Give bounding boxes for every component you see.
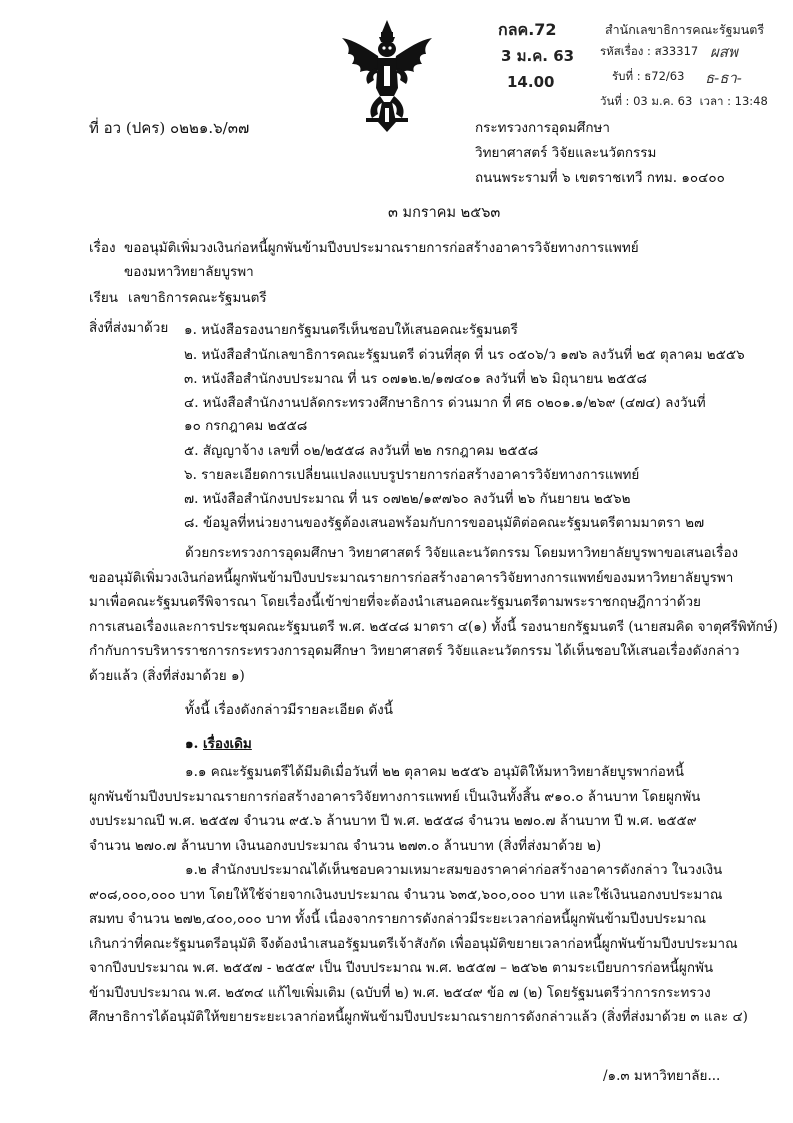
section-1-title: เรื่องเดิม [202,736,252,752]
subject-line-2: ของมหาวิทยาลัยบูรพา [124,264,254,280]
enclosure-item: ๒. หนังสือสำนักเลขาธิการคณะรัฐมนตรี ด่วนที่สุด ที่ นร ๐๕๐๖/ว ๑๗๖ ลงวันที่ ๒๕ ตุลาคม ๒๕๕๖ [184,347,745,363]
paragraph-1-2 [89,858,748,1030]
intro-line: การเสนอเรื่องและการประชุมคณะรัฐมนตรี พ.ศ. ๒๕๔๘ มาตรา ๔(๑) ทั้งนี้ รองนายกรัฐมนตรี (นายสมคิด จาตุศรีพิทักษ์) [89,618,778,635]
paragraph-1-2-line: สมทบ จำนวน ๒๗๒,๔๐๐,๐๐๐ บาท ทั้งนี้ เนื่องจากรายการดังกล่าวมีระยะเวลาก่อหนี้ผูกพันข้ามปีงบประมาณ [89,911,706,927]
paragraph-1-2-line: ข้ามปีงบประมาณ พ.ศ. ๒๕๓๔ แก้ไขเพิ่มเติม (ฉบับที่ ๒) พ.ศ. ๒๕๔๙ ข้อ ๗ (๒) โดยรัฐมนตรีว่าการกระทรวง [89,984,711,1001]
sender-line-3: ถนนพระรามที่ ๖ เขตราชเทวี กทม. ๑๐๔๐๐ [475,170,725,186]
paragraph-1-1-line: งบประมาณปี พ.ศ. ๒๕๕๗ จำนวน ๙๕.๖ ล้านบาท ปี พ.ศ. ๒๕๕๘ จำนวน ๒๗๐.๗ ล้านบาท ปี พ.ศ. ๒๕๕๙ [89,813,697,829]
stamp-office: สำนักเลขาธิการคณะรัฐมนตรี [605,22,765,37]
stamp-receipt-value: ธ72/63 [644,69,685,83]
paragraph-1-1 [89,760,709,858]
document-number: ที่ อว (ปคร) ๐๒๒๑.๖/๓๗ [89,119,250,137]
paragraph-1-2-line: จากปีงบประมาณ พ.ศ. ๒๕๕๗ - ๒๕๕๙ เป็น ปีงบประมาณ พ.ศ. ๒๕๕๗ – ๒๕๖๒ ตามระเบียบการก่อหนี้ผูกพัน [89,960,714,976]
enclosure-item: ๘. ข้อมูลที่หน่วยงานของรัฐต้องเสนอพร้อมกับการขออนุมัติต่อคณะรัฐมนตรีตามมาตรา ๒๗ [184,515,705,531]
enclosure-item: ๑. หนังสือรองนายกรัฐมนตรีเห็นชอบให้เสนอคณะรัฐมนตรี [184,322,518,338]
paragraph-1-2-line: ๑.๒ สำนักงบประมาณได้เห็นชอบความเหมาะสมของราคาค่าก่อสร้างอาคารดังกล่าว ในวงเงิน [185,862,723,878]
stamp-date-value: 03 ม.ค. 63 [633,94,693,108]
handwritten-date: 3 ม.ค. 63 [501,47,575,65]
enclosure-item: ๓. หนังสือสำนักงบประมาณ ที่ นร ๐๗๑๒.๒/๑๗๔๐๑ ลงวันที่ ๒๖ มิถุนายน ๒๕๕๘ [184,371,647,387]
enclosure-item: ๖. รายละเอียดการเปลี่ยนแปลงแบบรูปรายการก่อสร้างอาคารวิจัยทางการแพทย์ [184,467,640,483]
garuda-emblem-icon [338,18,436,136]
paragraph-1-2-line: เกินกว่าที่คณะรัฐมนตรีอนุมัติ จึงต้องนำเสนอรัฐมนตรีเจ้าสังกัด เพื่ออนุมัติขยายเวลาก่อหนี้ผูกพันข้ามปีงบประมาณ [89,935,738,952]
details-intro: ทั้งนี้ เรื่องดังกล่าวมีรายละเอียด ดังนี้ [185,702,393,718]
document-date: ๓ มกราคม ๒๕๖๓ [388,205,501,221]
intro-line: มาเพื่อคณะรัฐมนตรีพิจารณา โดยเรื่องนี้เข้าข่ายที่จะต้องนำเสนอคณะรัฐมนตรีตามพระราชกฤษฎีกาว่าด้วย [89,594,701,610]
intro-line: ด้วยกระทรวงการอุดมศึกษา วิทยาศาสตร์ วิจัยและนวัตกรรม โดยมหาวิทยาลัยบูรพาขอเสนอเรื่อง [185,545,739,561]
intro-line: ขออนุมัติเพิ่มวงเงินก่อหนี้ผูกพันข้ามปีงบประมาณรายการก่อสร้างอาคารวิจัยทางการแพทย์ของมหาวิทยาลัยบูรพา [89,569,734,586]
sender-line-1: กระทรวงการอุดมศึกษา [475,120,610,136]
continuation-marker: /๑.๓ มหาวิทยาลัย... [603,1068,721,1084]
intro-line: กำกับการบริหารราชการกระทรวงการอุดมศึกษา วิทยาศาสตร์ วิจัยและนวัตกรรม ได้เห็นชอบให้เสนอเรื่องดังกล่าว [89,643,740,659]
stamp-receipt-label: รับที่ : [612,69,645,83]
handwritten-reg-no: กลค.72 [498,20,557,39]
enclosure-item: ๑๐ กรกฎาคม ๒๕๕๘ [184,418,308,434]
stamp-time-label: เวลา : [699,94,735,108]
stamp-code-value: ส33317 [654,44,699,58]
enclosure-item: ๕. สัญญาจ้าง เลขที่ ๐๒/๒๕๕๘ ลงวันที่ ๒๒ กรกฎาคม ๒๕๕๘ [184,443,539,459]
intro-line: ด้วยแล้ว (สิ่งที่ส่งมาด้วย ๑) [89,667,245,684]
subject-line-1: ขออนุมัติเพิ่มวงเงินก่อหนี้ผูกพันข้ามปีงบประมาณรายการก่อสร้างอาคารวิจัยทางการแพทย์ [124,240,639,256]
stamp-date-label: วันที่ : [600,94,634,108]
section-1-heading [185,734,252,754]
enclosure-item: ๔. หนังสือสำนักงานปลัดกระทรวงศึกษาธิการ ด่วนมาก ที่ ศธ ๐๒๐๑.๑/๒๖๙ (๔๗๔) ลงวันที่ [184,395,706,411]
recipient-label: เรียน [89,290,119,306]
section-1-number: ๑. [185,736,203,752]
paragraph-1-1-line: ๑.๑ คณะรัฐมนตรีได้มีมติเมื่อวันที่ ๒๒ ตุลาคม ๒๕๕๖ อนุมัติให้มหาวิทยาลัยบูรพาก่อหนี้ [185,764,684,780]
stamp-time-value: 13:48 [734,94,768,108]
enclosures-label: สิ่งที่ส่งมาด้วย [89,320,169,336]
recipient-value: เลขาธิการคณะรัฐมนตรี [128,290,267,306]
paragraph-1-1-line: จำนวน ๒๗๐.๗ ล้านบาท เงินนอกงบประมาณ จำนวน ๒๗๓.๐ ล้านบาท (สิ่งที่ส่งมาด้วย ๒) [89,837,602,854]
stamp-code-label: รหัสเรื่อง : [600,44,655,58]
paragraph-1-2-line: ศึกษาธิการได้อนุมัติให้ขยายระยะเวลาก่อหนี้ผูกพันข้ามปีงบประมาณรายการดังกล่าวแล้ว (สิ่งที่ส่งมาด้วย ๓ และ ๔) [89,1009,748,1025]
stamp-code [600,43,698,61]
stamp-initials-2: ธ-ธา- [705,69,742,87]
subject-label: เรื่อง [89,240,116,256]
stamp-initials-1: ผสพ [710,43,738,61]
stamp-datetime [600,93,768,111]
paragraph-1-2-line: ๙๐๘,๐๐๐,๐๐๐ บาท โดยให้ใช้จ่ายจากเงินงบประมาณ จำนวน ๖๓๕,๖๐๐,๐๐๐ บาท และใช้เงินนอกงบประมาณ [89,886,723,903]
paragraph-1-1-line: ผูกพันข้ามปีงบประมาณรายการก่อสร้างอาคารวิจัยทางการแพทย์ เป็นเงินทั้งสิ้น ๙๑๐.๐ ล้านบาท โดยผูกพัน [89,788,701,805]
enclosure-item: ๗. หนังสือสำนักงบประมาณ ที่ นร ๐๗๒๒/๑๙๗๖๐ ลงวันที่ ๒๖ กันยายน ๒๕๖๒ [184,491,631,507]
intro-paragraph [89,541,778,688]
handwritten-time: 14.00 [507,73,555,91]
stamp-receipt [612,68,684,86]
sender-line-2: วิทยาศาสตร์ วิจัยและนวัตกรรม [475,145,657,161]
